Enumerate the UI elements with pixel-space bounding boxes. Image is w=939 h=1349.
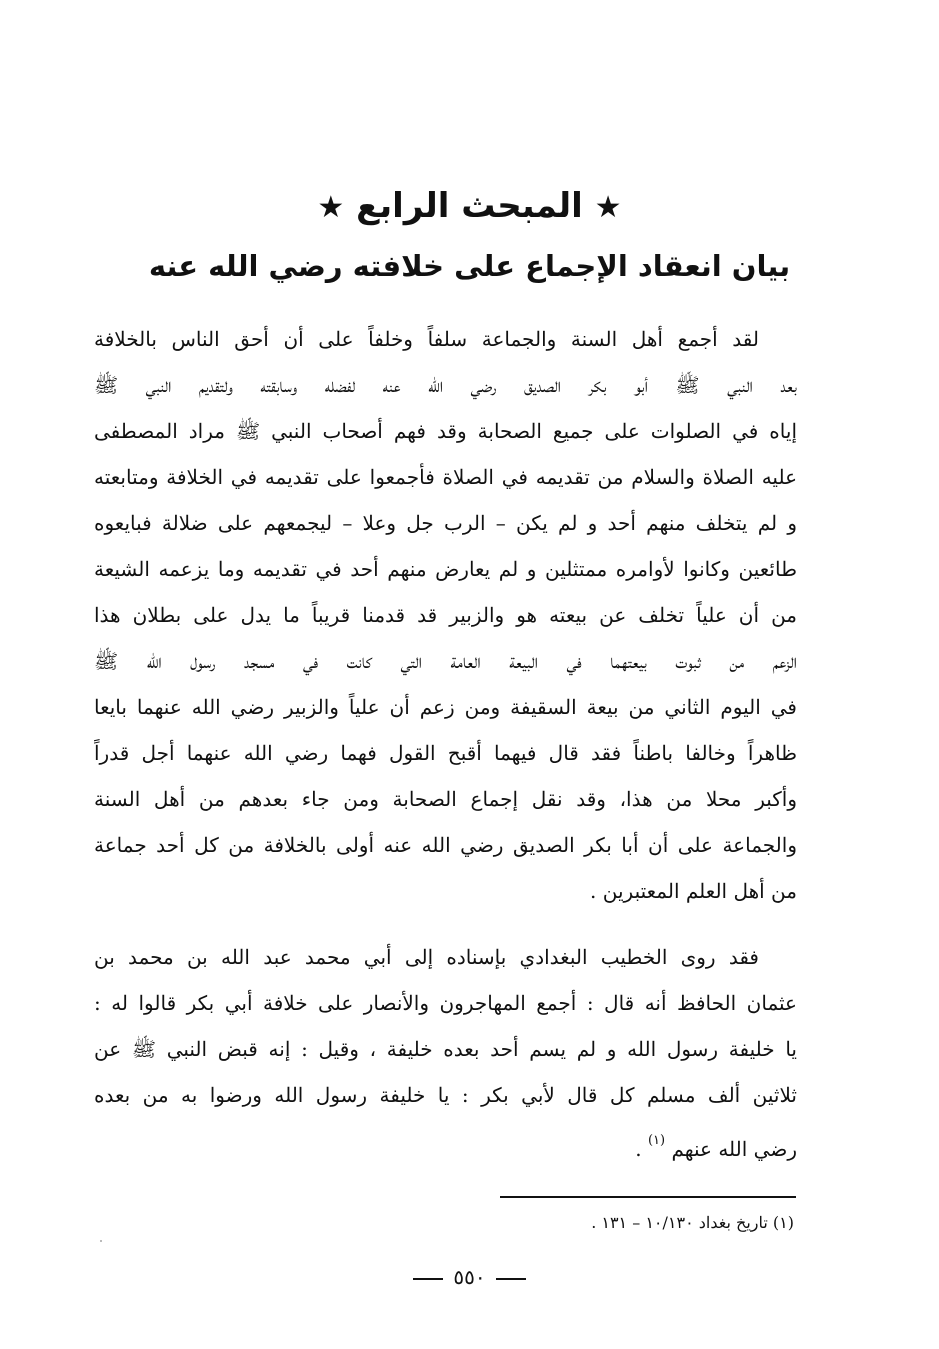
section-title	[0, 182, 939, 232]
text-line: بعد النبي ﷺ أبو بكر الصديق رضي الله عنه لفضله وسابقته ولتقديم النبي ﷺ	[94, 373, 797, 397]
text-line: و لم يتخلف منهم أحد و لم يكن – الرب جل وعلا – ليجمعهم على ضلالة فبايعوه	[94, 511, 797, 535]
text-line-content: رضي الله عنهم	[671, 1137, 797, 1161]
text-line: من أهل العلم المعتبرين .	[590, 879, 797, 903]
dash-right	[413, 1278, 443, 1280]
text-line: يا خليفة رسول الله و لم يسم أحد بعده خليفة ، وقيل : إنه قبض النبي ﷺ عن	[94, 1037, 797, 1061]
text-line: والجماعة على أن أبا بكر الصديق رضي الله عنه أولى بالخلافة من كل أحد جماعة	[94, 833, 797, 857]
footnote-divider	[500, 1196, 796, 1198]
text-line: لقد أجمع أهل السنة والجماعة سلفاً وخلفاً على أن أحق الناس بالخلافة	[94, 327, 759, 351]
text-line: ثلاثين ألف مسلم كل قال لأبي بكر : يا خليفة رسول الله ورضوا به من بعده	[94, 1083, 797, 1107]
page-number	[0, 1262, 939, 1292]
footnote-reference: (١)	[647, 1133, 666, 1148]
star-icon: ★	[594, 190, 622, 225]
sentence-end: .	[635, 1137, 642, 1161]
text-line: فقد روى الخطيب البغدادي بإسناده إلى أبي محمد عبد الله بن محمد بن	[94, 945, 759, 969]
scan-speck	[100, 1240, 102, 1242]
star-icon: ★	[317, 190, 345, 225]
text-line: في اليوم الثاني من بيعة السقيفة ومن زعم أن علياً والزبير رضي الله عنهما بايعا	[94, 695, 797, 719]
text-line: من أن علياً تخلف عن بيعته هو والزبير قد قدمنا قريباً ما يدل على بطلان هذا	[94, 603, 797, 627]
text-line: طائعين وكانوا لأوامره ممتثلين و لم يعارض منهم أحد في تقديمه وما يزعمه الشيعة	[94, 557, 797, 581]
section-title-text: المبحث الرابع	[356, 186, 583, 226]
paragraph-narration	[94, 934, 797, 1164]
text-line: وأكبر محلا من هذا، وقد نقل إجماع الصحابة ومن جاء بعدهم من أهل السنة	[94, 787, 797, 811]
text-line: عثمان الحافظ أنه قال : أجمع المهاجرون والأنصار على خلافة أبي بكر قالوا له :	[94, 991, 797, 1015]
section-subtitle: بيان انعقاد الإجماع على خلافته رضي الله عنه	[148, 249, 791, 283]
text-line: إياه في الصلوات على جميع الصحابة وقد فهم أصحاب النبي ﷺ مراد المصطفى	[94, 419, 797, 443]
text-line	[94, 1118, 797, 1164]
paragraph-consensus	[94, 316, 797, 914]
footnote: (١) تاريخ بغداد ١٠/١٣٠ – ١٣١ .	[591, 1213, 794, 1232]
page-number-text: ٥٥٠	[453, 1265, 486, 1289]
dash-left	[496, 1278, 526, 1280]
text-line: عليه الصلاة والسلام من تقديمه في الصلاة فأجمعوا على تقديمه في الخلافة ومتابعته	[94, 465, 797, 489]
text-line: الزعم من ثبوت بيعتهما في البيعة العامة التي كانت في مسجد رسول الله ﷺ	[94, 649, 797, 673]
text-line: ظاهراً وخالفا باطناً فقد قال فيهما أقبح القول فهما رضي الله عنهما أجل قدراً	[94, 741, 797, 765]
